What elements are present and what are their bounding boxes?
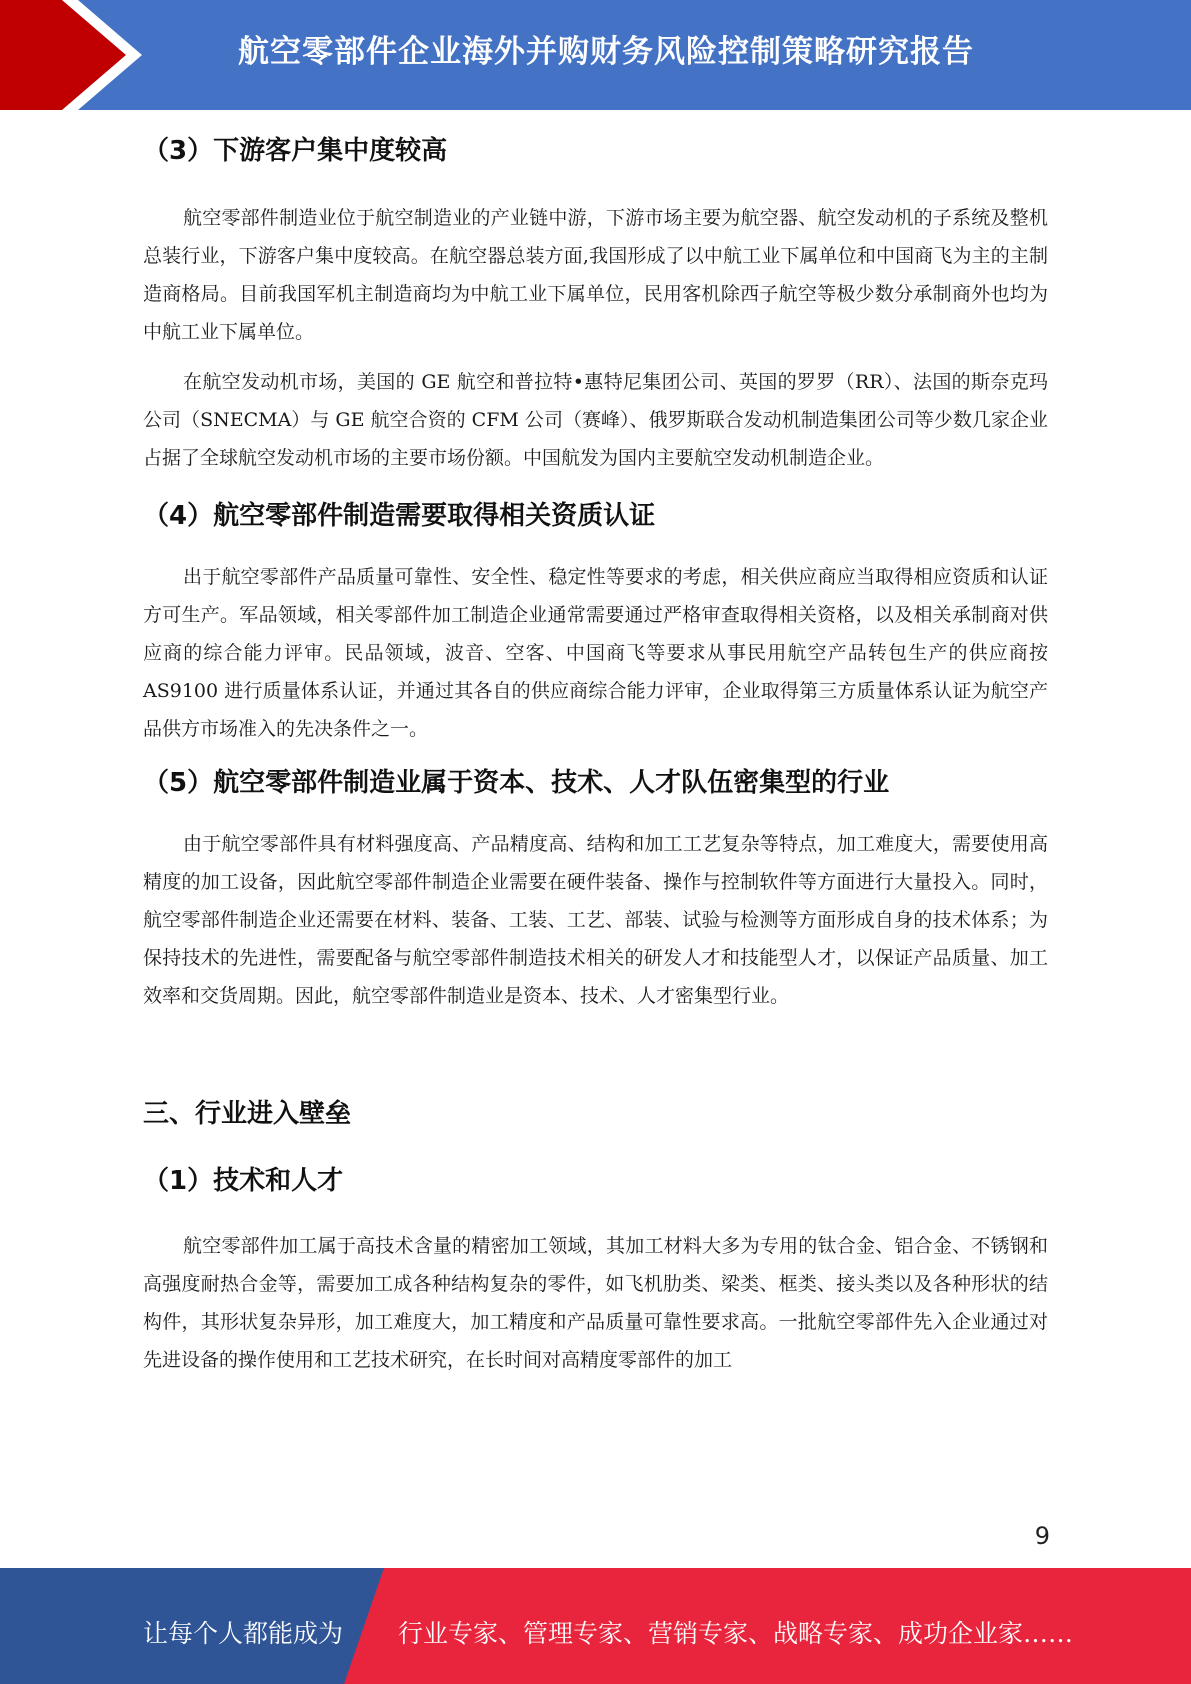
paragraph: 出于航空零部件产品质量可靠性、安全性、稳定性等要求的考虑，相关供应商应当取得相应资质和认证方可生产。军品领域，相关零部件加工制造企业通常需要通过严格审查取得相关资格，以及相关承制商对供应商的综合能力评审。民品领域，波音、空客、中国商飞等要求从事民用航空产品转包生产的供应商按 AS9100 进行质量体系认证，并通过其各自的供应商综合能力评审，企业取得第三方质量体系认证为航空产品供方市场准入的先决条件之一。 — [143, 566, 1048, 740]
header-chevron-icon — [0, 0, 160, 110]
report-title: 航空零部件企业海外并购财务风险控制策略研究报告 — [238, 34, 974, 70]
page-footer — [0, 1568, 1191, 1684]
subsection-heading-1: （1）技术和人才 — [143, 1166, 344, 1196]
footer-slogan-left: 让每个人都能成为 — [143, 1619, 344, 1648]
document-body — [143, 130, 1048, 1379]
section-heading-5: （5）航空零部件制造业属于资本、技术、人才队伍密集型的行业 — [143, 768, 890, 798]
paragraph: 由于航空零部件具有材料强度高、产品精度高、结构和加工工艺复杂等特点，加工难度大，需要使用高精度的加工设备，因此航空零部件制造企业需要在硬件装备、操作与控制软件等方面进行大量投入。同时，航空零部件制造企业还需要在材料、装备、工装、工艺、部装、试验与检测等方面形成自身的技术体系；为保持技术的先进性，需要配备与航空零部件制造技术相关的研发人才和技能型人才，以保证产品质量、加工效率和交货周期。因此，航空零部件制造业是资本、技术、人才密集型行业。 — [143, 833, 1048, 1007]
section-heading-3: （3）下游客户集中度较高 — [143, 136, 448, 166]
chapter-heading: 三、行业进入壁垒 — [143, 1099, 352, 1129]
page-header — [0, 0, 1191, 110]
section-heading-4: （4）航空零部件制造需要取得相关资质认证 — [143, 501, 656, 531]
footer-slogan-right: 行业专家、管理专家、营销专家、战略专家、成功企业家…… — [398, 1619, 1074, 1648]
page-number: 9 — [1034, 1522, 1050, 1550]
paragraph: 航空零部件加工属于高技术含量的精密加工领域，其加工材料大多为专用的钛合金、铝合金、不锈钢和高强度耐热合金等，需要加工成各种结构复杂的零件，如飞机肋类、梁类、框类、接头类以及各种形状的结构件，其形状复杂异形，加工难度大，加工精度和产品质量可靠性要求高。一批航空零部件先入企业通过对先进设备的操作使用和工艺技术研究，在长时间对高精度零部件的加工 — [143, 1235, 1048, 1371]
paragraph: 在航空发动机市场，美国的 GE 航空和普拉特•惠特尼集团公司、英国的罗罗（RR）、法国的斯奈克玛公司（SNECMA）与 GE 航空合资的 CFM 公司（赛峰）、俄罗斯联合发动机制造集团公司等少数几家企业占据了全球航空发动机市场的主要市场份额。中国航发为国内主要航空发动机制造企业。 — [143, 371, 1048, 469]
paragraph: 航空零部件制造业位于航空制造业的产业链中游，下游市场主要为航空器、航空发动机的子系统及整机总装行业，下游客户集中度较高。在航空器总装方面,我国形成了以中航工业下属单位和中国商飞为主的主制造商格局。目前我国军机主制造商均为中航工业下属单位，民用客机除西子航空等极少数分承制商外也均为中航工业下属单位。 — [143, 207, 1048, 343]
